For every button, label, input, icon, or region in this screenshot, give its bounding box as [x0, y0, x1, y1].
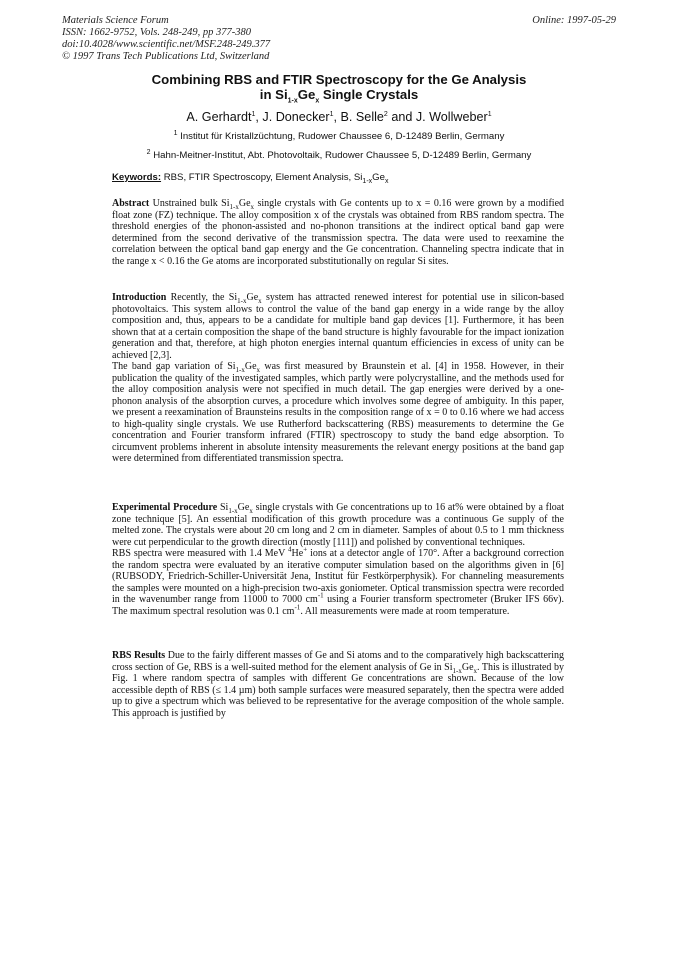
paper-title	[80, 72, 598, 105]
affiliation-1: $^1$ Institut für Kristallzüchtung, Rudower Chaussee 6, D-12489 Berlin, Germany	[173, 129, 505, 142]
experimental-heading: Experimental Procedure	[112, 502, 218, 513]
abstract-section	[112, 198, 564, 267]
journal-header	[62, 15, 616, 63]
journal-name: Materials Science Forum	[62, 15, 169, 26]
introduction-section	[112, 292, 564, 465]
online-date: Online: 1997-05-29	[532, 15, 616, 26]
keywords-label: Keywords:	[112, 172, 162, 183]
copyright-line: © 1997 Trans Tech Publications Ltd, Switzerland	[62, 51, 270, 62]
rbs-heading: RBS Results	[112, 650, 166, 661]
introduction-paragraph-1: Introduction Recently, the $Si_{1-x}Ge_x$ system has attracted renewed interest for potential use in silicon-based photovoltaics. This system allows to control the value of the band gap energy in a wide range by the alloy composition and, thus, appears to be a candidate for multiple band gap devices [1]. Furthermore, it has been shown that at a certain composition the shape of the band structure is highly favourable for the impact ionization generation and that, therefore, at high photon energies internal quantum efficiencies in excess of unity can be achieved [2,3].	[112, 292, 564, 361]
abstract-heading: Abstract	[112, 198, 150, 209]
doi-link[interactable]: doi:10.4028/www.scientific.net/MSF.248-249.377	[62, 39, 271, 50]
introduction-paragraph-2: The band gap variation of $Si_{1-x}Ge_x$ was first measured by Braunstein et al. [4] in 1958. However, in their publication the quality of the investigated samples, which partly were polycrystalline, and the methods used for the alloy composition analysis were not specified in much detail. The gap energies were derived by a one-phonon analysis of the absorption curves, a procedure which involves some degree of ambiguity. In this paper, we present a reexamination of Braunsteins results in the composition range of x = 0 to 0.16 where we had access to high-quality single crystals. We use Rutherford backscattering (RBS) measurements to determine the Ge concentration and Fourier transform infrared (FTIR) spectroscopy to study the band edge absorption. To circumvent problems inherent in absolute intensity measurements the relevant energy positions at the band gap were determined from differentiated transmission spectra.	[112, 361, 564, 464]
author-list: A. Gerhardt$^1$, J. Donecker$^1$, B. Selle$^2$ and J. Wollweber$^1$	[186, 110, 492, 124]
title-line-1: Combining RBS and FTIR Spectroscopy for the Ge Analysis	[151, 72, 527, 87]
abstract-paragraph: Abstract Unstrained bulk $Si_{1-x}Ge_x$ single crystals with Ge contents up to x = 0.16 were grown by a modified float zone (FZ) technique. The alloy composition x of the crystals was obtained from RBS random spectra. The threshold energies of the phonon-assisted and no-phonon transitions at the indirect optical band gap were determined from the second derivative of the transmission spectra. The data were used to reexamine the correlation between the optical band gap energy and the Ge concentration. Channeling spectra indicate that in the range x < 0.16 the Ge atoms are incorporated substitutionally on regular Si sites.	[112, 198, 565, 267]
issn-line: ISSN: 1662-9752, Vols. 248-249, pp 377-380	[62, 27, 251, 38]
experimental-paragraph-1: Experimental Procedure $Si_{1-x}Ge_x$ single crystals with Ge concentrations up to 16 at% were obtained by a float zone technique [5]. An essential modification of this growth procedure was a continuous Ge supply of the melted zone. The crystals were about 20 cm long and 2 cm in diameter. Samples of about 0.5 to 1 mm thickness were cut perpendicular to the growth direction (mostly [111]) and polished by conventional techniques.	[112, 502, 565, 548]
experimental-paragraph-2: RBS spectra were measured with 1.4 MeV $^4$He+ ions at a detector angle of 170°. After a background correction the random spectra were evaluated by an iterative computer simulation based on the algorithms given in [6] (RUBSODY, Friedrich-Schiller-Universität Jena, Institut für Festkörperphysik). For channeling measurements the samples were mounted on a high-precision two-axis goniometer. Optical transmission spectra were recorded in the wavenumber range from 11000 to 7000 $cm^{-1}$ using a Fourier transform spectrometer (Bruker IFS 66v). The maximum spectral resolution was 0.1 $cm^{-1}$. All measurements were made at room temperature.	[112, 545, 564, 617]
affiliation-2: $^2$ Hahn-Meitner-Institut, Abt. Photovoltaik, Rudower Chaussee 5, D-12489 Berlin, Germany	[146, 148, 532, 161]
experimental-section	[112, 502, 564, 617]
rbs-paragraph: RBS Results Due to the fairly different masses of Ge and Si atoms and to the comparatively high backscattering cross section of Ge, RBS is a well-suited method for the element analysis of Ge in $Si_{1-x}Ge_x$. This is illustrated by Fig. 1 where random spectra of samples with different Ge concentrations are shown. Because of the low accessible depth of RBS (≤ 1.4 µm) both sample surfaces were measured separately, then the spectra were added up to give a spectrum which was believed to be representative for the average composition of the whole sample. This approach is justified by	[112, 650, 564, 719]
rbs-results-section	[112, 650, 564, 719]
introduction-heading: Introduction	[112, 292, 167, 303]
title-line-2: in $Si_{1-x}Ge_x$ Single Crystals	[259, 87, 419, 105]
keywords-line: Keywords: RBS, FTIR Spectroscopy, Element Analysis, $Si_{1-x}Ge_x$	[112, 172, 389, 185]
